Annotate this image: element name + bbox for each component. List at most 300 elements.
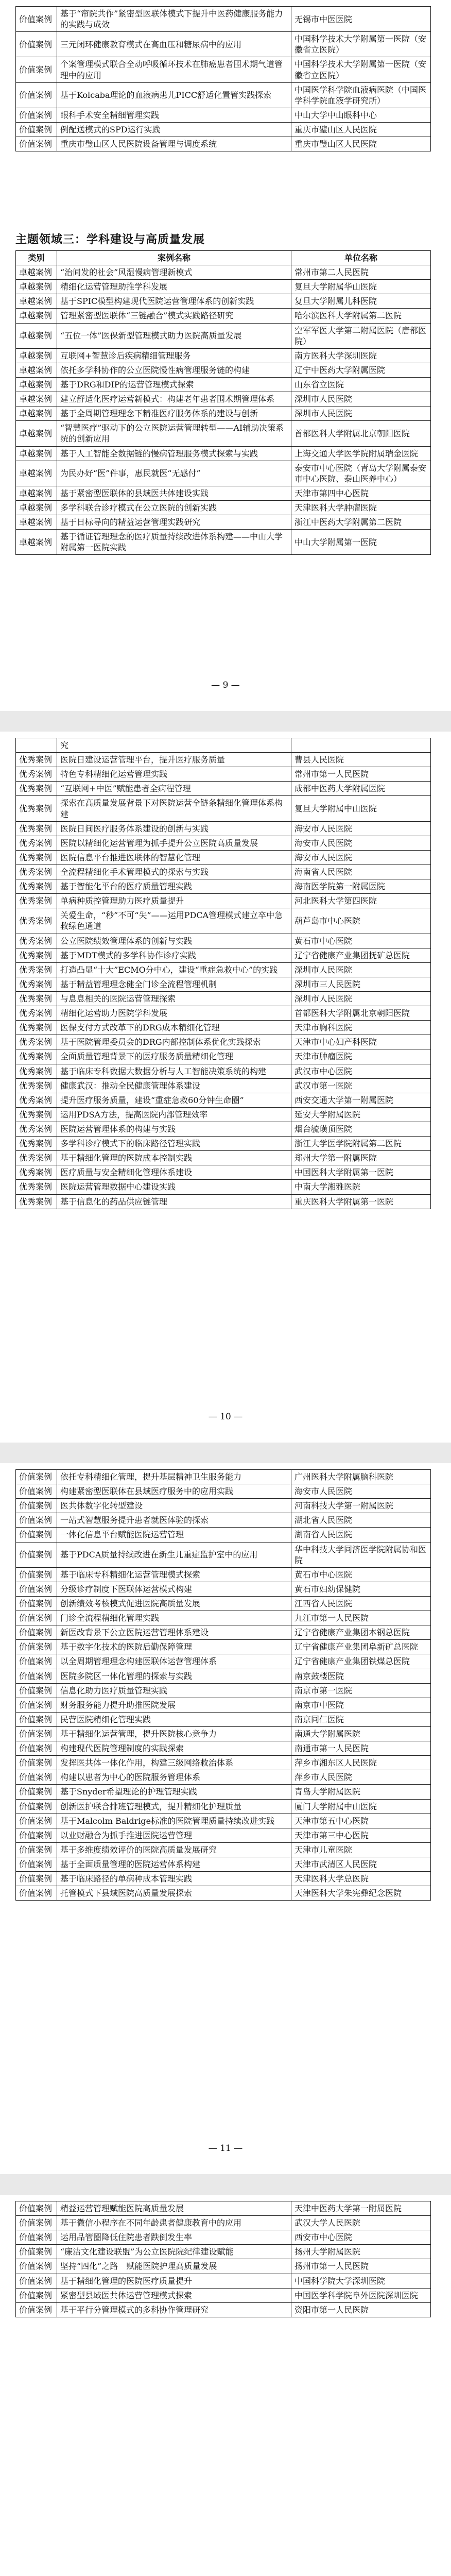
cell-category: 价值案例	[16, 2201, 57, 2216]
table-row	[16, 1528, 431, 1542]
table-row	[16, 1625, 431, 1640]
cell-category: 价值案例	[16, 1683, 57, 1698]
cell-unit-name: 天津市肿瘤医院	[291, 1049, 431, 1064]
section-heading: 主题领域三：学科建设与高质量发展	[15, 233, 205, 246]
table-row	[16, 137, 431, 151]
cell-unit-name: 首都医科大学附属北京朝阳医院	[291, 1006, 431, 1021]
cell-unit-name: 深圳市三人民医院	[291, 977, 431, 991]
cell-unit-name: 河北医科大学第四医院	[291, 894, 431, 908]
cell-category: 卓越案例	[16, 323, 57, 348]
cell-category: 优秀案例	[16, 850, 57, 865]
cell-unit-name: 南京市第一医院	[291, 1683, 431, 1698]
cell-category: 卓越案例	[16, 392, 57, 406]
cell-unit-name: 辽宁省健康产业集团抚矿总医院	[291, 948, 431, 962]
cell-category: 卓越案例	[16, 486, 57, 500]
table-row	[16, 406, 431, 421]
cell-category: 优秀案例	[16, 1194, 57, 1209]
table-row	[16, 948, 431, 962]
cell-case-name: 基于全周期管理理念下精准医疗服务体系的建设与创新	[57, 406, 291, 421]
cell-case-name: 基于精细化管理的医院医疗质量提升	[57, 2274, 291, 2288]
table-row	[16, 1669, 431, 1683]
table-row	[16, 865, 431, 879]
cell-category: 价值案例	[16, 1582, 57, 1596]
cell-case-name: 公立医院绩效管理体系的创新与实践	[57, 934, 291, 948]
table-row	[16, 446, 431, 461]
cell-case-name: 全面质量管理背景下的医疗服务质量精细化管理	[57, 1049, 291, 1064]
table-row	[16, 1137, 431, 1151]
table-row	[16, 1726, 431, 1741]
table-row	[16, 1180, 431, 1194]
cell-case-name: 基于医院管理委员会的DRG内部控制体系优化实践探索	[57, 1035, 291, 1049]
cell-unit-name: 中国医学科学院阜外医院深圳医院	[291, 2288, 431, 2302]
table-row	[16, 1122, 431, 1136]
cell-case-name: 发挥医共体一体化作用，构建三级网络救治体系	[57, 1756, 291, 1770]
cell-unit-name: 武汉大学人民医院	[291, 2216, 431, 2230]
cell-category: 卓越案例	[16, 446, 57, 461]
cell-unit-name: 深圳市人民医院	[291, 406, 431, 421]
header-case-name: 案例名称	[57, 251, 291, 265]
table-row	[16, 1582, 431, 1596]
table-row	[16, 894, 431, 908]
cell-case-name: 基于数字化技术的医院后勤保障管理	[57, 1640, 291, 1654]
cell-case-name: 托管模式下县域医院高质量发展探索	[57, 1886, 291, 1901]
cell-unit-name: 中国医科大学附属第一医院	[291, 1165, 431, 1180]
cell-category: 价值案例	[16, 1842, 57, 1857]
case-table-theme-3-continued	[15, 738, 431, 1209]
table-header-row	[16, 251, 431, 265]
cell-case-name: 医院日间医疗服务体系建设的创新与实践	[57, 821, 291, 836]
table-row	[16, 1064, 431, 1078]
cell-category: 价值案例	[16, 2302, 57, 2317]
cell-unit-name: 海安市人民医院	[291, 821, 431, 836]
cell-unit-name: 湖北省人民医院	[291, 1513, 431, 1528]
cell-unit-name: 河南科技大学第一附属医院	[291, 1499, 431, 1513]
cell-unit-name: 中国医学科学院血液病医院（中国医学科学院血液学研究所）	[291, 82, 431, 108]
cell-category: 卓越案例	[16, 530, 57, 555]
cell-case-name: 以业财融合为抓手推进医院运营管理	[57, 1828, 291, 1842]
cell-category: 价值案例	[16, 1726, 57, 1741]
cell-unit-name: 哈尔滨医科大学附属第二医院	[291, 309, 431, 323]
cell-case-name: 运用品管圈降低住院患者跌倒发生率	[57, 2230, 291, 2245]
cell-category: 优秀案例	[16, 934, 57, 948]
cell-category: 价值案例	[16, 2230, 57, 2245]
cell-case-name: 医院运营管理体系的构建与实践	[57, 1122, 291, 1136]
cell-category: 优秀案例	[16, 991, 57, 1006]
cell-category: 价值案例	[16, 2259, 57, 2274]
cell-case-name: 基于平行分管理模式的多科协作管理研究	[57, 2302, 291, 2317]
cell-unit-name: 辽宁中医药大学附属医院	[291, 363, 431, 377]
cell-case-name: 医院以精细化运营管理为抓手提升公立医院高质量发展	[57, 836, 291, 850]
cell-case-name: 财务服务能力提升助推医院发展	[57, 1698, 291, 1712]
cell-case-name: 基于Snyder希望理论的护理管理实践	[57, 1785, 291, 1799]
cell-case-name: 多学科诊疗模式下的临床路径管理实践	[57, 1137, 291, 1151]
document-page-1	[0, 0, 451, 711]
cell-category: 卓越案例	[16, 294, 57, 309]
cell-unit-name: 上海交通大学医学院附属瑞金医院	[291, 446, 431, 461]
cell-category	[16, 738, 57, 753]
cell-category: 价值案例	[16, 1470, 57, 1484]
cell-unit-name: 黄石市妇幼保健院	[291, 1582, 431, 1596]
cell-case-name: 单病种质控管理助力医疗质量提升	[57, 894, 291, 908]
cell-case-name: 健康武汉：推动全民健康管理体系建设	[57, 1078, 291, 1093]
table-row	[16, 32, 431, 57]
table-row	[16, 821, 431, 836]
cell-category: 优秀案例	[16, 1064, 57, 1078]
cell-case-name: “治间发的社会”风湿慢病管理新模式	[57, 265, 291, 280]
cell-unit-name: 南通大学附属医院	[291, 1726, 431, 1741]
table-row	[16, 2216, 431, 2230]
table-row	[16, 515, 431, 530]
document-page-3	[0, 1463, 451, 2174]
cell-category: 优秀案例	[16, 1006, 57, 1021]
cell-category: 价值案例	[16, 1484, 57, 1499]
table-row	[16, 1021, 431, 1035]
cell-case-name: 医院日建设运营管理平台，提升医疗服务质量	[57, 753, 291, 767]
cell-unit-name: 黄石市中心医院	[291, 934, 431, 948]
cell-unit-name: 泰安市中心医院（青岛大学附属泰安市中心医院、泰山医养中心）	[291, 461, 431, 486]
cell-case-name: 基于临床专科精细化运营管理模式探索	[57, 1567, 291, 1582]
table-row	[16, 309, 431, 323]
table-row	[16, 2259, 431, 2274]
cell-unit-name: 空军军医大学第二附属医院（唐都医院）	[291, 323, 431, 348]
cell-unit-name: 青岛大学附属医院	[291, 1785, 431, 1799]
cell-unit-name: 天津市第五中心医院	[291, 1814, 431, 1828]
cell-case-name: 依托多学科协作的公立医院慢性病管理服务链的构建	[57, 363, 291, 377]
cell-category: 价值案例	[16, 2288, 57, 2302]
cell-category: 价值案例	[16, 1513, 57, 1528]
cell-category: 优秀案例	[16, 821, 57, 836]
table-row	[16, 363, 431, 377]
cell-unit-name: 海南省人民医院	[291, 865, 431, 879]
cell-category: 价值案例	[16, 32, 57, 57]
cell-unit-name: 郑州大学第一附属医院	[291, 1151, 431, 1165]
cell-case-name: 基于临床专科数据大数据分析与人工智能决策系统的构建	[57, 1064, 291, 1078]
cell-category: 优秀案例	[16, 1093, 57, 1107]
cell-category: 卓越案例	[16, 500, 57, 515]
cell-unit-name: 武汉市第一医院	[291, 1078, 431, 1093]
table-row	[16, 1799, 431, 1814]
table-row	[16, 392, 431, 406]
table-row	[16, 1165, 431, 1180]
cell-unit-name: 辽宁省健康产业集团本钢总医院	[291, 1625, 431, 1640]
table-row	[16, 1770, 431, 1785]
cell-unit-name: 天津市中心妇产科医院	[291, 1035, 431, 1049]
cell-case-name: 依托专科精细化管理，提升基层精神卫生服务能力	[57, 1470, 291, 1484]
table-row	[16, 486, 431, 500]
table-row	[16, 294, 431, 309]
table-row	[16, 1151, 431, 1165]
cell-unit-name: 天津市第三中心医院	[291, 1828, 431, 1842]
case-table-theme-3-value-cases-continued	[15, 2201, 431, 2317]
page-number: — 10 —	[0, 1412, 451, 1422]
cell-case-name: 基于MDT模式的多学科协作诊疗实践	[57, 948, 291, 962]
table-row	[16, 280, 431, 294]
cell-case-name: “互联网+中医”赋能患者全病程管理	[57, 782, 291, 796]
cell-unit-name: 天津市第四中心医院	[291, 486, 431, 500]
cell-unit-name: 武汉市中心医院	[291, 1064, 431, 1078]
cell-category: 优秀案例	[16, 1122, 57, 1136]
cell-case-name: 例配送模式的SPD运行实践	[57, 122, 291, 137]
cell-unit-name: 扬州市第一人民医院	[291, 2259, 431, 2274]
cell-unit-name: 华中科技大学同济医学院附属协和医院	[291, 1542, 431, 1567]
cell-category: 价值案例	[16, 1567, 57, 1582]
cell-case-name: 基于智能化平台的医疗质量管理实践	[57, 879, 291, 894]
page-number: — 9 —	[0, 680, 451, 690]
case-table-theme-3	[15, 250, 431, 555]
cell-category: 优秀案例	[16, 948, 57, 962]
cell-unit-name: 中山大学附属第一医院	[291, 530, 431, 555]
cell-case-name: 多学科联合诊疗模式在公立医院的创新实践	[57, 500, 291, 515]
cell-category: 价值案例	[16, 1814, 57, 1828]
cell-case-name: 重庆市璧山区人民医院设备管理与调度系统	[57, 137, 291, 151]
cell-unit-name: 深圳市人民医院	[291, 962, 431, 977]
cell-unit-name: 首都医科大学附属北京朝阳医院	[291, 421, 431, 446]
table-row	[16, 2245, 431, 2259]
table-row	[16, 1756, 431, 1770]
cell-case-name: 构建现代医院管理制度的实践探索	[57, 1741, 291, 1756]
cell-category: 优秀案例	[16, 908, 57, 934]
cell-unit-name: 南京鼓楼医院	[291, 1669, 431, 1683]
cell-category: 价值案例	[16, 2245, 57, 2259]
cell-unit-name: 复旦大学附属华山医院	[291, 280, 431, 294]
cell-case-name: 构建以患者为中心的医院服务管理体系	[57, 1770, 291, 1785]
table-row	[16, 1611, 431, 1625]
cell-unit-name: 天津医科大学肿瘤医院	[291, 500, 431, 515]
cell-case-name: “智慧医疗”驱动下的公立医院运营管理转型——AI辅助决策系统的创新应用	[57, 421, 291, 446]
cell-category: 优秀案例	[16, 1137, 57, 1151]
cell-case-name: 建立舒适化医疗运营新模式：构建老年患者围术期管理体系	[57, 392, 291, 406]
cell-unit-name: 烟台毓璜顶医院	[291, 1122, 431, 1136]
cell-unit-name: 无锡市中医医院	[291, 7, 431, 32]
table-row	[16, 991, 431, 1006]
table-row	[16, 1654, 431, 1669]
table-row	[16, 782, 431, 796]
cell-case-name: 互联网+智慧诊后疾病精细管理服务	[57, 348, 291, 363]
cell-category: 优秀案例	[16, 865, 57, 879]
cell-unit-name: 复旦大学附属中山医院	[291, 796, 431, 821]
cell-case-name: 精细化运营管理助推学科发展	[57, 280, 291, 294]
cell-unit-name: 海安市人民医院	[291, 850, 431, 865]
cell-case-name: 基于日标导向的精益运营管理实践研究	[57, 515, 291, 530]
header-unit-name: 单位名称	[291, 251, 431, 265]
cell-category: 价值案例	[16, 1596, 57, 1611]
cell-category: 价值案例	[16, 1499, 57, 1513]
cell-unit-name: 辽宁省健康产业集团铁煤总医院	[291, 1654, 431, 1669]
cell-case-name: 基于全面质量管理的医院运营体系构建	[57, 1857, 291, 1871]
cell-category: 卓越案例	[16, 461, 57, 486]
table-row	[16, 977, 431, 991]
table-row	[16, 265, 431, 280]
cell-category: 价值案例	[16, 1698, 57, 1712]
table-row	[16, 377, 431, 392]
cell-case-name: 基于信息化的药品供应链管理	[57, 1194, 291, 1209]
table-row	[16, 767, 431, 782]
cell-category: 卓越案例	[16, 363, 57, 377]
cell-unit-name: 曹县人民医院	[291, 753, 431, 767]
table-row	[16, 1107, 431, 1122]
cell-case-name: 个案管理模式联合全动呼吸循环技术在肺癌患者围术期气道管理中的应用	[57, 57, 291, 82]
cell-unit-name: 中南大学湘雅医院	[291, 1180, 431, 1194]
cell-case-name: 基于精细化管理的医院成本控制实践	[57, 1151, 291, 1165]
cell-unit-name: 重庆医科大学附属第一医院	[291, 1194, 431, 1209]
cell-case-name: 医院多院区一体化管理的探索与实践	[57, 1669, 291, 1683]
cell-unit-name: 中山大学中山眼科中心	[291, 108, 431, 122]
cell-case-name: 究	[57, 738, 291, 753]
cell-category: 优秀案例	[16, 1107, 57, 1122]
table-row	[16, 1857, 431, 1871]
cell-unit-name: 萍乡市湘东区人民医院	[291, 1756, 431, 1770]
table-row	[16, 850, 431, 865]
cell-case-name: 信息化助力医疗质量管理实践	[57, 1683, 291, 1698]
cell-case-name: 提升医疗服务质量，建设“重症急救60分钟生命圈”	[57, 1093, 291, 1107]
cell-case-name: 精益运营管理赋能医院高质量发展	[57, 2201, 291, 2216]
header-category: 类别	[16, 251, 57, 265]
table-row	[16, 323, 431, 348]
cell-case-name: 一体化信息平台赋能医院运营管理	[57, 1528, 291, 1542]
cell-unit-name: 海南医学院第一附属医院	[291, 879, 431, 894]
table-row	[16, 122, 431, 137]
cell-unit-name: 海安市人民医院	[291, 1484, 431, 1499]
cell-unit-name: 南京市中医院	[291, 1698, 431, 1712]
cell-unit-name: 延安大学附属医院	[291, 1107, 431, 1122]
cell-case-name: 医疗质量与安全精细化管理体系建设	[57, 1165, 291, 1180]
cell-case-name: 基于精益管理理念健全门诊全流程管理机制	[57, 977, 291, 991]
cell-category: 价值案例	[16, 1528, 57, 1542]
cell-case-name: 基于临床路径的单病种成本管理实践	[57, 1872, 291, 1886]
table-row	[16, 1872, 431, 1886]
table-row	[16, 1470, 431, 1484]
cell-unit-name: 深圳市人民医院	[291, 991, 431, 1006]
cell-unit-name: 浙江大学医学院附属第二医院	[291, 1137, 431, 1151]
cell-category: 优秀案例	[16, 836, 57, 850]
cell-category: 优秀案例	[16, 1021, 57, 1035]
cell-category: 优秀案例	[16, 1049, 57, 1064]
cell-case-name: 基于SPIC模型构建现代医院运营管理体系的创新实践	[57, 294, 291, 309]
cell-case-name: 民营医院精细化管理实践	[57, 1712, 291, 1726]
cell-category: 优秀案例	[16, 1180, 57, 1194]
cell-case-name: 精细化运营助力医院学科发展	[57, 1006, 291, 1021]
table-row	[16, 1741, 431, 1756]
cell-case-name: 医保支付方式改革下的DRG成本精细化管理	[57, 1021, 291, 1035]
cell-unit-name: 辽宁省健康产业集团阜新矿总医院	[291, 1640, 431, 1654]
cell-unit-name: 重庆市璧山区人民医院	[291, 137, 431, 151]
cell-case-name: 基于Malcolm Baldrige标准的医院管理质量持续改进实践	[57, 1814, 291, 1828]
table-row	[16, 1513, 431, 1528]
cell-category: 优秀案例	[16, 879, 57, 894]
cell-unit-name: 南方医科大学深圳医院	[291, 348, 431, 363]
cell-category: 优秀案例	[16, 1165, 57, 1180]
cell-unit-name: 常州市第一人民医院	[291, 767, 431, 782]
cell-case-name: 坚持“四化”之路 赋能医院护理高质量发展	[57, 2259, 291, 2274]
cell-category: 优秀案例	[16, 1035, 57, 1049]
cell-unit-name: 天津市胸科医院	[291, 1021, 431, 1035]
cell-unit-name: 南京同仁医院	[291, 1712, 431, 1726]
page-number: — 11 —	[0, 2143, 451, 2154]
table-row	[16, 934, 431, 948]
cell-case-name: 运用PDSA方法，提高医院内部管理效率	[57, 1107, 291, 1122]
cell-category: 价值案例	[16, 1669, 57, 1683]
cell-unit-name: 中国科学技术大学附属第一医院（安徽省立医院）	[291, 57, 431, 82]
cell-category: 卓越案例	[16, 377, 57, 392]
cell-unit-name: 黄石市中心医院	[291, 1567, 431, 1582]
cell-unit-name: 西安市中心医院	[291, 2230, 431, 2245]
cell-case-name: 眼科手术安全精细管理实践	[57, 108, 291, 122]
case-table-theme-2-continued	[15, 6, 431, 151]
cell-case-name: 为民办好“医”件事，惠民就医“无感付”	[57, 461, 291, 486]
cell-unit-name: 湖南省人民医院	[291, 1528, 431, 1542]
cell-category: 价值案例	[16, 1785, 57, 1799]
cell-unit-name: 萍乡市人民医院	[291, 1770, 431, 1785]
cell-category: 价值案例	[16, 1712, 57, 1726]
cell-category: 优秀案例	[16, 1078, 57, 1093]
cell-category: 卓越案例	[16, 515, 57, 530]
table-row	[16, 879, 431, 894]
table-row	[16, 2288, 431, 2302]
document-page-2	[0, 732, 451, 1443]
table-row	[16, 836, 431, 850]
case-table-theme-3-value-cases	[15, 1469, 431, 1901]
cell-case-name: 新医改背景下公立医院运营管理体系建设	[57, 1625, 291, 1640]
table-row	[16, 1499, 431, 1513]
cell-unit-name: 深圳市人民医院	[291, 392, 431, 406]
cell-unit-name: 山东省立医院	[291, 377, 431, 392]
table-row	[16, 1596, 431, 1611]
cell-case-name: 创新绩效考核模式促进医院高质量发展	[57, 1596, 291, 1611]
table-row	[16, 1567, 431, 1582]
cell-unit-name: 葫芦岛市中心医院	[291, 908, 431, 934]
cell-category: 卓越案例	[16, 265, 57, 280]
cell-category: 价值案例	[16, 1886, 57, 1901]
cell-unit-name: 重庆市璧山区人民医院	[291, 122, 431, 137]
table-row	[16, 1078, 431, 1093]
cell-case-name: 与息息相关的医院运营管理探索	[57, 991, 291, 1006]
cell-unit-name: 复旦大学附属儿科医院	[291, 294, 431, 309]
cell-category: 优秀案例	[16, 962, 57, 977]
cell-category: 价值案例	[16, 1872, 57, 1886]
cell-category: 价值案例	[16, 1640, 57, 1654]
cell-case-name: 医院信息平台推进医联体的智慧化管理	[57, 850, 291, 865]
cell-category: 价值案例	[16, 2216, 57, 2230]
cell-case-name: 医院运营管理数据中心建设实践	[57, 1180, 291, 1194]
cell-case-name: 医共体数字化转型建设	[57, 1499, 291, 1513]
cell-unit-name: 成都中医药大学附属医院	[291, 782, 431, 796]
table-row	[16, 1542, 431, 1567]
table-row	[16, 1712, 431, 1726]
cell-category: 价值案例	[16, 122, 57, 137]
cell-category: 价值案例	[16, 137, 57, 151]
cell-case-name: 基于多维度绩效评价的医院高质量发展研究	[57, 1842, 291, 1857]
table-row	[16, 1093, 431, 1107]
cell-category: 价值案例	[16, 1542, 57, 1567]
cell-category: 优秀案例	[16, 782, 57, 796]
cell-unit-name: 天津市武清区人民医院	[291, 1857, 431, 1871]
cell-case-name: 基于循证管理理念的医疗质量持续改进体系构建——中山大学附属第一医院实践	[57, 530, 291, 555]
table-row	[16, 2302, 431, 2317]
cell-category: 价值案例	[16, 1756, 57, 1770]
cell-case-name: “廉洁文化建设联盟”为公立医院院纪律建设赋能	[57, 2245, 291, 2259]
table-row	[16, 1886, 431, 1901]
table-row	[16, 108, 431, 122]
cell-case-name: 基于Kolcaba理论的血液病患儿PICC舒适化置管实践探索	[57, 82, 291, 108]
table-row	[16, 1640, 431, 1654]
table-row	[16, 1814, 431, 1828]
table-row	[16, 82, 431, 108]
cell-unit-name: 天津医科大学朱宪彝纪念医院	[291, 1886, 431, 1901]
cell-category: 价值案例	[16, 1654, 57, 1669]
cell-unit-name: 南通市第一人民医院	[291, 1741, 431, 1756]
cell-category: 优秀案例	[16, 796, 57, 821]
cell-category: 优秀案例	[16, 1151, 57, 1165]
